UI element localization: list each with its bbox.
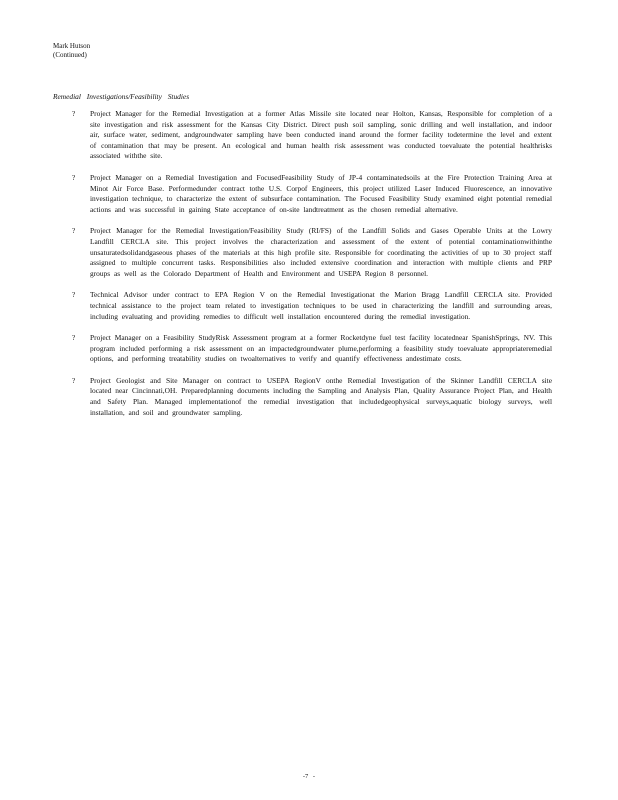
experience-text: Technical Advisor under contract to EPA Region V on the Remedial Investigationat the Marion Bragg Landfill CERCLA site. Provided technical assistance to the project team related to investigation techniques to be used in characterizing the landfill and surrounding areas, including evaluating and providing remedies to difficult well installation encountered during the remedial investigation. — [90, 290, 552, 321]
page-number: -7 - — [302, 773, 316, 780]
page-header — [53, 42, 90, 60]
experience-item — [70, 226, 552, 279]
experience-text: Project Manager for the Remedial Investigation at a former Atlas Missile site located near Holton, Kansas, Responsible for completion of a site investigation and risk assessment for the Kansas City District. Direct push soil sampling, sonic drilling and well installation, and indoor air, surface water, sediment, andgroundwater sampling have been conducted inand around the former facility todetermine the level and extent of contamination that may be present. An ecological and human health risk assessment was conducted toevaluate the potential healthrisks associated withthe site. — [90, 109, 552, 161]
experience-item — [70, 333, 552, 365]
section-title: Remedial Investigations/Feasibility Studies — [53, 92, 190, 101]
experience-text: Project Manager for the Remedial Investigation/Feasibility Study (RI/FS) of the Landfill Solids and Gases Operable Units at the Lowry Landfill CERCLA site. This project involves the characterization and assessment of the extent of potential contaminationwithinthe unsaturatedsolidandgaseous phases of the materials at this high profile site. Responsible for coordinating the activities of up to 30 project staff assigned to multiple concurrent tasks. Responsibilities also included extensive coordination and interaction with multiple clients and PRP groups as well as the Colorado Department of Health and Environment and USEPA Region 8 personnel. — [90, 226, 552, 278]
bullet-icon: ? — [72, 172, 76, 182]
continued-note: (Continued) — [53, 51, 87, 59]
experience-item — [70, 173, 552, 215]
experience-text: Project Manager on a Remedial Investigation and FocusedFeasibility Study of JP-4 contaminatedsoils at the Fire Protection Training Area at Minot Air Force Base. Performedunder contract tothe U.S. Corpof Engineers, this project utilized Laser Induced Fluorescence, an innovative investigation technique, to characterize the extent of subsurface contamination. The Focused Feasibility Study examined eight potential remedial actions and was successful in gaining State acceptance of on-site landtreatment as the chosen remedial alternative. — [90, 172, 552, 214]
experience-item — [70, 290, 552, 322]
experience-item — [70, 109, 552, 162]
bullet-icon: ? — [72, 290, 76, 300]
bullet-icon: ? — [72, 109, 76, 118]
bullet-icon: ? — [72, 333, 76, 343]
author-name: Mark Hutson — [53, 42, 91, 50]
experience-text: Project Geologist and Site Manager on contract to USEPA RegionV onthe Remedial Investigation of the Skinner Landfill CERCLA site located near Cincinnati,OH. Preparedplanning documents including the Sampling and Analysis Plan, Quality Assurance Project Plan, and Health and Safety Plan. Managed implementationof the remedial investigation that includedgeophysical surveys,aquatic biology surveys, well installation, and soil and groundwater sampling. — [90, 375, 552, 417]
bullet-icon: ? — [72, 226, 76, 236]
experience-item — [70, 376, 552, 418]
experience-text: Project Manager on a Feasibility StudyRisk Assessment program at a former Rocketdyne fuel test facility locatednear SpanishSprings, NV. This program included performing a risk assessment on an impactedgroundwater plume,performing a feasibility study toevaluate appropriateremedial options, and performing treatability studies on twoalternatives to verify and quantify effectiveness andestimate costs. — [90, 333, 552, 364]
experience-list — [70, 109, 552, 429]
bullet-icon: ? — [72, 375, 76, 385]
